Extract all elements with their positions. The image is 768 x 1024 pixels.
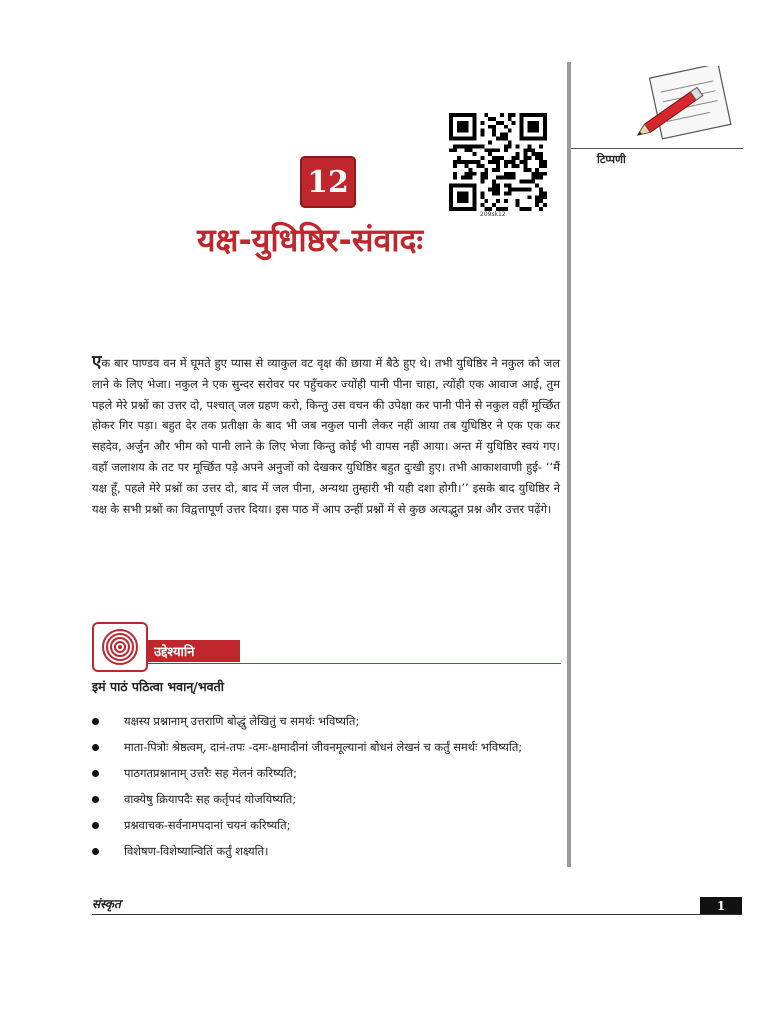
footer-rule [92,914,742,915]
bullet-icon [92,796,99,803]
objectives-list [92,712,560,868]
objective-text: प्रश्नवाचक-सर्वनामपदानां चयनं करिष्यति; [124,818,291,832]
notes-rule [571,148,743,149]
margin-rule [567,62,571,867]
footer-subject: संस्कृत [92,897,121,911]
list-item [92,738,560,757]
list-item [92,842,560,861]
objective-text: वाक्येषु क्रियापदैः सह कर्तृपदं योजयिष्यति; [124,792,297,806]
notes-pencil-icon [612,66,740,146]
notes-label: टिप्पणी [597,153,626,166]
objectives-rule [146,663,561,664]
intro-text: क बार पाण्डव वन में घूमते हुए प्यास से व्याकुल वट वृक्ष की छाया में बैठे हुए थे। तभी युधिष्ठिर ने नकुल को जल लाने के लिए भेजा। नकुल ने एक सुन्दर सरोवर पर पहुँचकर ज्योंही पानी पीना चाहा, त्योंही एक आवाज आई, तुम पहले मेरे प्रश्नों का उत्तर दो, पश्चात् जल ग्रहण करो, किन्तु उस वचन की उपेक्षा कर पानी पीने से नकुल वहीं मूर्च्छित होकर गिर पड़ा। बहुत देर तक प्रतीक्षा के बाद भी जब नकुल पानी लेकर नहीं आया तब युधिष्ठिर ने एक एक कर सहदेव, अर्जुन और भीम को पानी लाने के लिए भेजा किन्तु कोई भी वापस नहीं आया। अन्त में युधिष्ठिर स्वयं गए। वहाँ जलाशय के तट पर मूर्च्छित पड़े अपने अनुजों को देखकर युधिष्ठिर बहुत दुःखी हुए। तभी आकाशवाणी हुई- ‘‘मैं यक्ष हूँ, पहले मेरे प्रश्नों का उत्तर दो, बाद में जल पीना, अन्यथा तुम्हारी भी यही दशा होगी।’’ इसके बाद युधिष्ठिर ने यक्ष के सभी प्रश्नों का विद्वत्तापूर्ण उत्तर दिया। इस पाठ में आप उन्हीं प्रश्नों में से कुछ अत्यद्भुत प्रश्न और उत्तर पढ़ेंगे। [92,356,560,516]
list-item [92,790,560,809]
objective-text: माता-पित्रोः श्रेष्ठत्वम्, दानं-तपः -दमः-क्षमादीनां जीवनमूल्यानां बोधनं लेखनं च कर्तुं समर्थः भविष्यति; [124,740,523,754]
objective-text: यक्षस्य प्रश्नानाम् उत्तराणि बोद्धुं लेखितुं च समर्थः भविष्यति; [124,714,360,728]
objectives-heading: उद्देश्यानि [146,640,240,662]
bullet-icon [92,744,99,751]
objective-text: विशेषण-विशेष्यान्वितिं कर्तुं शक्ष्यति। [124,844,269,858]
bullet-icon [92,718,99,725]
intro-paragraph [92,352,560,519]
target-icon [92,622,148,672]
drop-cap: ए [92,352,102,372]
chapter-title: यक्ष-युधिष्ठिर-संवादः [197,221,423,259]
qr-caption: 209sk12 [480,211,506,218]
chapter-number-badge: 12 [300,156,356,208]
page-number: 1 [700,897,742,914]
objective-text: पाठगतप्रश्नानाम् उत्तरैः सह मेलनं करिष्यति; [124,766,297,780]
bullet-icon [92,848,99,855]
list-item [92,816,560,835]
bullet-icon [92,770,99,777]
bullet-icon [92,822,99,829]
objectives-subheading: इमं पाठं पठित्वा भवान्/भवती [92,679,224,694]
list-item [92,764,560,783]
qr-code-icon[interactable] [448,113,548,211]
list-item [92,712,560,731]
